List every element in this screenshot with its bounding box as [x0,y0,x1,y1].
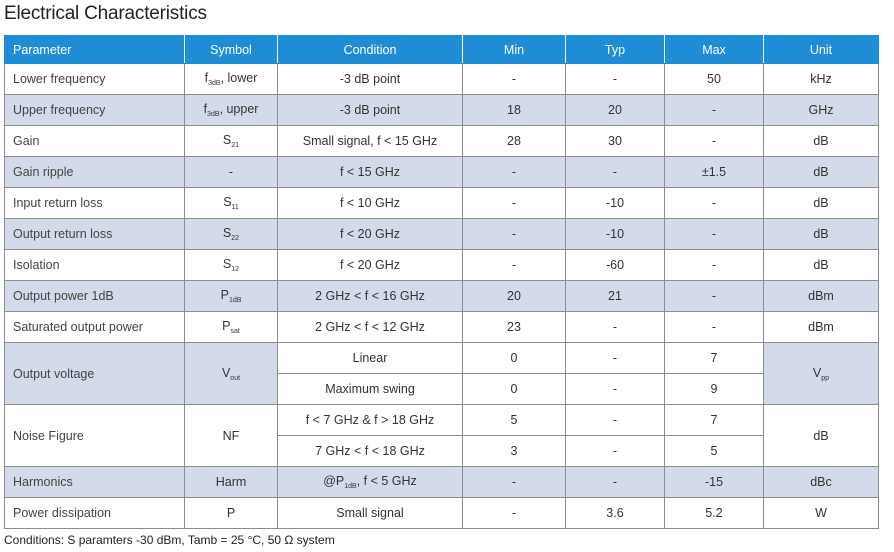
max-cell: - [665,250,764,281]
max-cell: -15 [665,467,764,498]
param-cell: Upper frequency [5,95,185,126]
min-cell: 3 [463,436,566,467]
condition-cell: f < 7 GHz & f > 18 GHz [278,405,463,436]
min-cell: - [463,219,566,250]
min-cell: - [463,157,566,188]
min-cell: 0 [463,343,566,374]
min-cell: 23 [463,312,566,343]
electrical-characteristics-table [4,35,879,529]
symbol-cell: $P_{sat}$ [185,312,278,343]
condition-cell: $@P_{1dB}$, f < 5 GHz [278,467,463,498]
symbol-cell: $S_{22}$ [185,219,278,250]
max-cell: 5 [665,436,764,467]
unit-cell: dBc [764,467,879,498]
unit-cell: dBm [764,312,879,343]
typ-cell: -10 [566,188,665,219]
typ-cell: 20 [566,95,665,126]
condition-cell: 2 GHz < f < 12 GHz [278,312,463,343]
typ-cell: - [566,405,665,436]
min-cell: - [463,250,566,281]
typ-cell: - [566,374,665,405]
param-cell: Power dissipation [5,498,185,529]
min-cell: - [463,64,566,95]
unit-cell: $V_{pp}$ [764,343,879,405]
condition-cell: 2 GHz < f < 16 GHz [278,281,463,312]
typ-cell: - [566,436,665,467]
typ-cell: -60 [566,250,665,281]
max-cell: - [665,219,764,250]
param-cell: Noise Figure [5,405,185,467]
param-cell: Output return loss [5,219,185,250]
condition-cell: Linear [278,343,463,374]
min-cell: - [463,188,566,219]
param-cell: Output power 1dB [5,281,185,312]
table-row [5,498,879,529]
min-cell: - [463,467,566,498]
unit-cell: W [764,498,879,529]
table-row [5,95,879,126]
param-cell: Output voltage [5,343,185,405]
condition-cell: Maximum swing [278,374,463,405]
table-row [5,188,879,219]
unit-cell: dB [764,188,879,219]
typ-cell: - [566,312,665,343]
typ-cell: - [566,343,665,374]
condition-cell: Small signal [278,498,463,529]
symbol-cell: $f_{3dB}$, upper [185,95,278,126]
param-cell: Saturated output power [5,312,185,343]
table-row [5,467,879,498]
max-cell: - [665,126,764,157]
min-cell: 20 [463,281,566,312]
max-cell: - [665,312,764,343]
symbol-cell: $f_{3dB}$, lower [185,64,278,95]
max-cell: 7 [665,343,764,374]
min-cell: 18 [463,95,566,126]
condition-cell: f < 10 GHz [278,188,463,219]
header-parameter: Parameter [5,36,185,64]
max-cell: 7 [665,405,764,436]
header-min: Min [463,36,566,64]
typ-cell: -10 [566,219,665,250]
conditions-footnote: Conditions: S paramters -30 dBm, Tamb = 25 °C, 50 Ω system [4,533,335,547]
table-row [5,219,879,250]
typ-cell: - [566,157,665,188]
max-cell: - [665,95,764,126]
table-row [5,312,879,343]
section-title: Electrical Characteristics [4,3,207,24]
symbol-cell: - [185,157,278,188]
condition-cell: 7 GHz < f < 18 GHz [278,436,463,467]
param-cell: Lower frequency [5,64,185,95]
symbol-cell: P [185,498,278,529]
condition-cell: -3 dB point [278,64,463,95]
symbol-cell: NF [185,405,278,467]
symbol-cell: $V_{out}$ [185,343,278,405]
param-cell: Isolation [5,250,185,281]
typ-cell: 30 [566,126,665,157]
symbol-cell: $S_{21}$ [185,126,278,157]
param-cell: Gain ripple [5,157,185,188]
unit-cell: dB [764,250,879,281]
unit-cell: GHz [764,95,879,126]
unit-cell: kHz [764,64,879,95]
max-cell: 5.2 [665,498,764,529]
param-cell: Harmonics [5,467,185,498]
min-cell: - [463,498,566,529]
header-unit: Unit [764,36,879,64]
symbol-cell: $S_{12}$ [185,250,278,281]
typ-cell: 21 [566,281,665,312]
unit-cell: dBm [764,281,879,312]
header-max: Max [665,36,764,64]
symbol-cell: Harm [185,467,278,498]
condition-cell: f < 20 GHz [278,250,463,281]
table-row [5,343,879,374]
table-row [5,64,879,95]
unit-cell: dB [764,157,879,188]
table-row [5,405,879,436]
condition-cell: f < 20 GHz [278,219,463,250]
table-row [5,157,879,188]
header-condition: Condition [278,36,463,64]
unit-cell: dB [764,219,879,250]
table-row [5,281,879,312]
max-cell: ±1.5 [665,157,764,188]
condition-cell: -3 dB point [278,95,463,126]
unit-cell: dB [764,126,879,157]
min-cell: 28 [463,126,566,157]
max-cell: 50 [665,64,764,95]
typ-cell: - [566,467,665,498]
typ-cell: - [566,64,665,95]
symbol-cell: $S_{11}$ [185,188,278,219]
param-cell: Gain [5,126,185,157]
condition-cell: f < 15 GHz [278,157,463,188]
min-cell: 0 [463,374,566,405]
max-cell: 9 [665,374,764,405]
max-cell: - [665,188,764,219]
header-typ: Typ [566,36,665,64]
param-cell: Input return loss [5,188,185,219]
table-header-row [5,36,879,64]
min-cell: 5 [463,405,566,436]
typ-cell: 3.6 [566,498,665,529]
header-symbol: Symbol [185,36,278,64]
symbol-cell: $P_{1dB}$ [185,281,278,312]
max-cell: - [665,281,764,312]
table-row [5,126,879,157]
table-row [5,250,879,281]
condition-cell: Small signal, f < 15 GHz [278,126,463,157]
unit-cell: dB [764,405,879,467]
